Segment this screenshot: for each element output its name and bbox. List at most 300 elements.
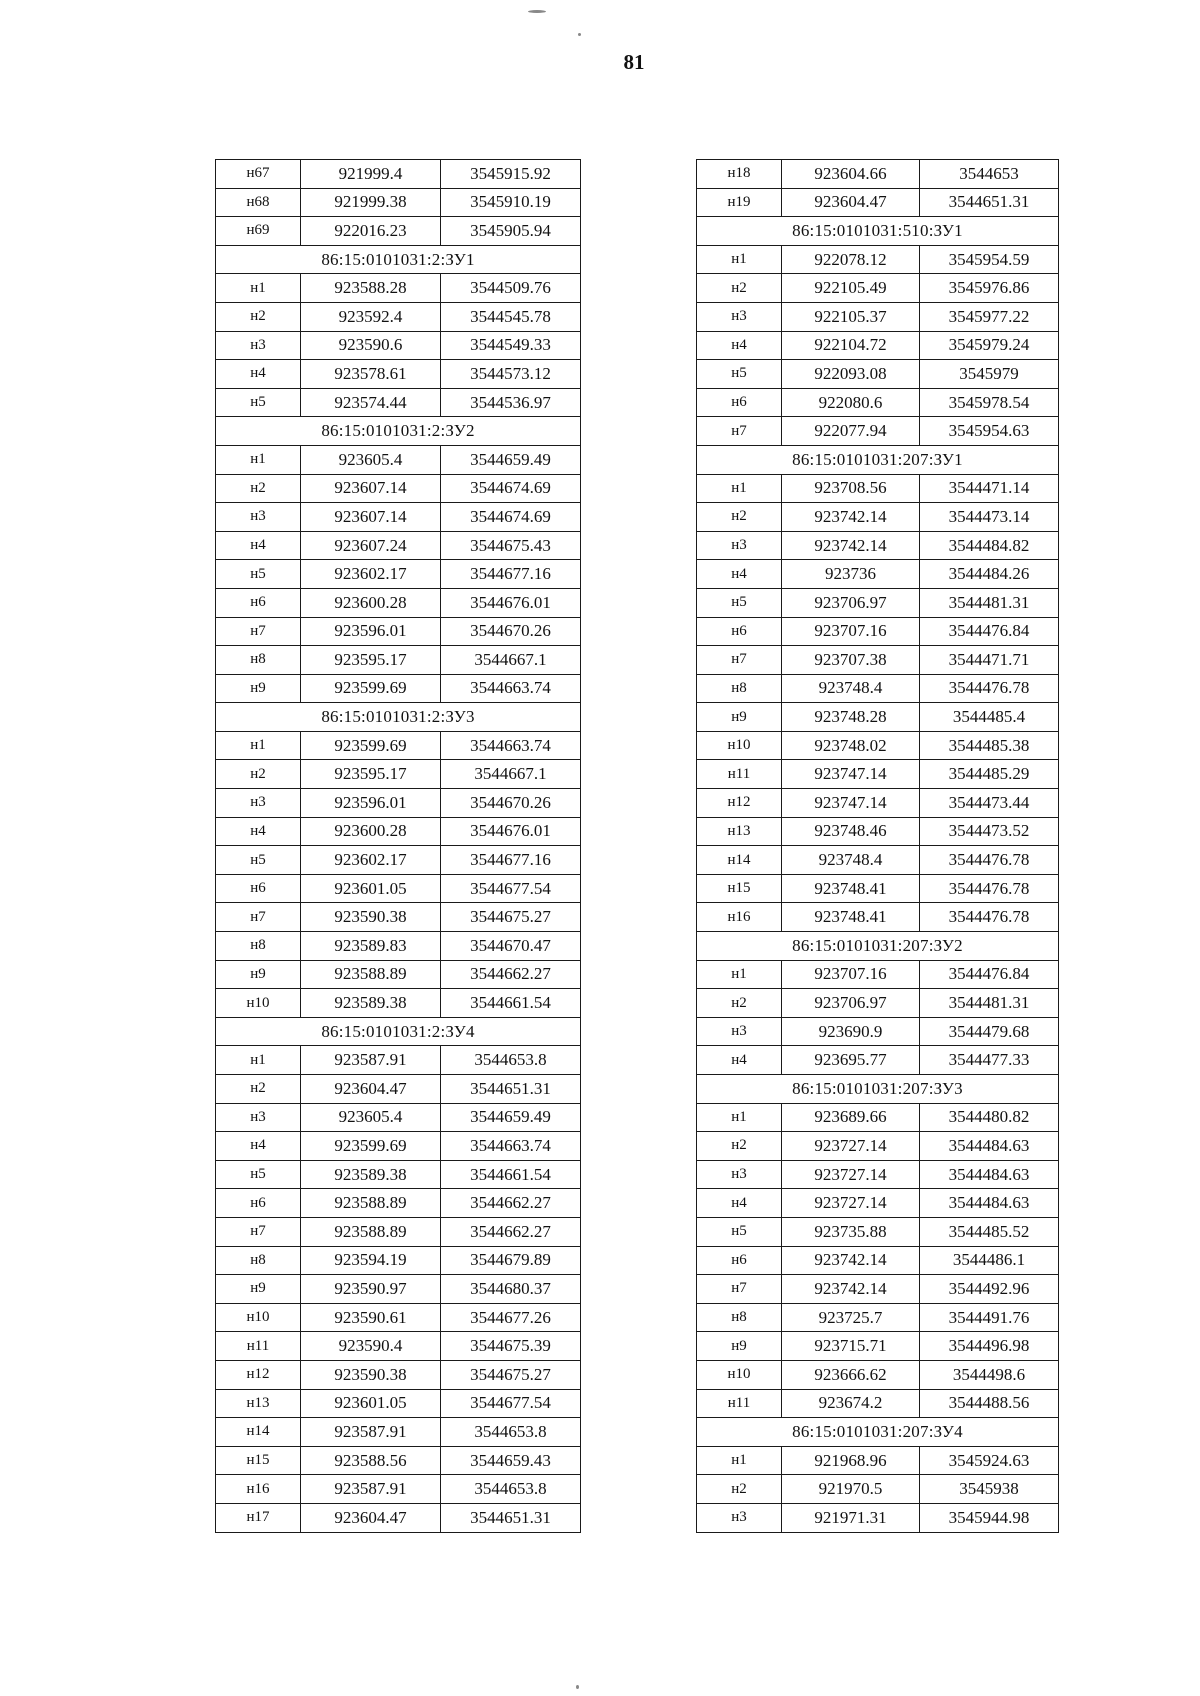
point-label-cell: н12 [697, 789, 782, 818]
y-coordinate-cell: 3544484.26 [920, 560, 1059, 589]
point-label-cell: н16 [216, 1475, 301, 1504]
y-coordinate-cell: 3544481.31 [920, 588, 1059, 617]
table-row [697, 160, 1059, 189]
x-coordinate-cell: 923594.19 [301, 1246, 441, 1275]
x-coordinate-cell: 923589.83 [301, 932, 441, 961]
table-row [216, 445, 581, 474]
point-label-cell: н11 [697, 760, 782, 789]
table-row [216, 1360, 581, 1389]
table-row [697, 1103, 1059, 1132]
y-coordinate-cell: 3545938 [920, 1475, 1059, 1504]
table-row [697, 274, 1059, 303]
y-coordinate-cell: 3545979 [920, 360, 1059, 389]
table-row [216, 1275, 581, 1304]
table-row [697, 817, 1059, 846]
table-row [697, 674, 1059, 703]
x-coordinate-cell: 923706.97 [782, 588, 920, 617]
x-coordinate-cell: 923590.38 [301, 903, 441, 932]
table-row [216, 903, 581, 932]
y-coordinate-cell: 3544484.82 [920, 531, 1059, 560]
x-coordinate-cell: 922105.37 [782, 302, 920, 331]
x-coordinate-cell: 923607.14 [301, 474, 441, 503]
x-coordinate-cell: 923595.17 [301, 760, 441, 789]
point-label-cell: н7 [216, 903, 301, 932]
x-coordinate-cell: 923595.17 [301, 646, 441, 675]
table-row [216, 1418, 581, 1447]
point-label-cell: н7 [697, 417, 782, 446]
x-coordinate-cell: 923604.66 [782, 160, 920, 189]
table-row [697, 1160, 1059, 1189]
table-row [216, 1303, 581, 1332]
section-header-row [216, 245, 581, 274]
y-coordinate-cell: 3544653.8 [441, 1418, 581, 1447]
point-label-cell: н9 [697, 1332, 782, 1361]
point-label-cell: н2 [697, 989, 782, 1018]
table-row [697, 760, 1059, 789]
point-label-cell: н1 [216, 274, 301, 303]
y-coordinate-cell: 3544662.27 [441, 960, 581, 989]
x-coordinate-cell: 922078.12 [782, 245, 920, 274]
table-row [216, 760, 581, 789]
point-label-cell: н18 [697, 160, 782, 189]
table-row [697, 1246, 1059, 1275]
table-row [697, 617, 1059, 646]
table-row [697, 331, 1059, 360]
point-label-cell: н6 [216, 1189, 301, 1218]
y-coordinate-cell: 3544545.78 [441, 302, 581, 331]
x-coordinate-cell: 923604.47 [301, 1503, 441, 1532]
table-row [697, 846, 1059, 875]
point-label-cell: н7 [697, 646, 782, 675]
y-coordinate-cell: 3544484.63 [920, 1160, 1059, 1189]
y-coordinate-cell: 3544663.74 [441, 731, 581, 760]
table-row [216, 331, 581, 360]
x-coordinate-cell: 923707.16 [782, 960, 920, 989]
y-coordinate-cell: 3544653 [920, 160, 1059, 189]
x-coordinate-cell: 923589.38 [301, 1160, 441, 1189]
y-coordinate-cell: 3544677.26 [441, 1303, 581, 1332]
x-coordinate-cell: 923596.01 [301, 617, 441, 646]
y-coordinate-cell: 3544653.8 [441, 1475, 581, 1504]
point-label-cell: н2 [697, 503, 782, 532]
y-coordinate-cell: 3544670.26 [441, 789, 581, 818]
point-label-cell: н9 [697, 703, 782, 732]
table-row [697, 1189, 1059, 1218]
table-row [697, 1503, 1059, 1532]
x-coordinate-cell: 923587.91 [301, 1475, 441, 1504]
y-coordinate-cell: 3544485.4 [920, 703, 1059, 732]
table-row [216, 160, 581, 189]
y-coordinate-cell: 3544662.27 [441, 1217, 581, 1246]
point-label-cell: н3 [216, 331, 301, 360]
x-coordinate-cell: 923599.69 [301, 1132, 441, 1161]
x-coordinate-cell: 923588.56 [301, 1446, 441, 1475]
y-coordinate-cell: 3545978.54 [920, 388, 1059, 417]
x-coordinate-cell: 923590.97 [301, 1275, 441, 1304]
y-coordinate-cell: 3544477.33 [920, 1046, 1059, 1075]
x-coordinate-cell: 923588.89 [301, 960, 441, 989]
y-coordinate-cell: 3545915.92 [441, 160, 581, 189]
table-row [216, 1103, 581, 1132]
table-row [216, 302, 581, 331]
x-coordinate-cell: 923727.14 [782, 1160, 920, 1189]
table-row [216, 874, 581, 903]
table-row [697, 1046, 1059, 1075]
table-row [216, 217, 581, 246]
table-row [216, 1389, 581, 1418]
cadastral-number: 86:15:0101031:2:ЗУ2 [216, 417, 581, 446]
table-row [216, 1160, 581, 1189]
table-row [216, 1446, 581, 1475]
table-row [216, 960, 581, 989]
point-label-cell: н1 [697, 1103, 782, 1132]
y-coordinate-cell: 3545976.86 [920, 274, 1059, 303]
y-coordinate-cell: 3544476.78 [920, 903, 1059, 932]
y-coordinate-cell: 3544659.43 [441, 1446, 581, 1475]
point-label-cell: н15 [697, 874, 782, 903]
table-row [697, 989, 1059, 1018]
table-row [216, 932, 581, 961]
point-label-cell: н13 [216, 1389, 301, 1418]
point-label-cell: н11 [216, 1332, 301, 1361]
scan-speck [578, 33, 581, 36]
point-label-cell: н1 [216, 1046, 301, 1075]
y-coordinate-cell: 3545944.98 [920, 1503, 1059, 1532]
point-label-cell: н7 [216, 617, 301, 646]
table-row [697, 960, 1059, 989]
table-row [697, 388, 1059, 417]
point-label-cell: н2 [216, 474, 301, 503]
x-coordinate-cell: 923748.28 [782, 703, 920, 732]
table-row [697, 1275, 1059, 1304]
cadastral-number: 86:15:0101031:2:ЗУ3 [216, 703, 581, 732]
table-row [697, 188, 1059, 217]
x-coordinate-cell: 922080.6 [782, 388, 920, 417]
y-coordinate-cell: 3544677.54 [441, 1389, 581, 1418]
point-label-cell: н1 [697, 960, 782, 989]
x-coordinate-cell: 923589.38 [301, 989, 441, 1018]
point-label-cell: н2 [697, 1475, 782, 1504]
point-label-cell: н4 [216, 360, 301, 389]
table-row [216, 360, 581, 389]
x-coordinate-cell: 923748.4 [782, 674, 920, 703]
table-row [697, 503, 1059, 532]
table-row [216, 1046, 581, 1075]
y-coordinate-cell: 3544496.98 [920, 1332, 1059, 1361]
table-row [216, 388, 581, 417]
y-coordinate-cell: 3545954.63 [920, 417, 1059, 446]
x-coordinate-cell: 923600.28 [301, 588, 441, 617]
point-label-cell: н11 [697, 1389, 782, 1418]
table-row [216, 731, 581, 760]
point-label-cell: н5 [216, 1160, 301, 1189]
table-row [216, 646, 581, 675]
y-coordinate-cell: 3545977.22 [920, 302, 1059, 331]
y-coordinate-cell: 3544509.76 [441, 274, 581, 303]
table-row [697, 789, 1059, 818]
x-coordinate-cell: 923590.6 [301, 331, 441, 360]
y-coordinate-cell: 3544549.33 [441, 331, 581, 360]
point-label-cell: н2 [216, 302, 301, 331]
y-coordinate-cell: 3544485.29 [920, 760, 1059, 789]
y-coordinate-cell: 3544653.8 [441, 1046, 581, 1075]
x-coordinate-cell: 921968.96 [782, 1446, 920, 1475]
point-label-cell: н4 [216, 531, 301, 560]
x-coordinate-cell: 923727.14 [782, 1189, 920, 1218]
point-label-cell: н14 [697, 846, 782, 875]
y-coordinate-cell: 3544676.01 [441, 588, 581, 617]
table-row [216, 817, 581, 846]
x-coordinate-cell: 923599.69 [301, 731, 441, 760]
table-row [216, 617, 581, 646]
y-coordinate-cell: 3544492.96 [920, 1275, 1059, 1304]
point-label-cell: н67 [216, 160, 301, 189]
point-label-cell: н12 [216, 1360, 301, 1389]
table-row [216, 474, 581, 503]
point-label-cell: н10 [697, 731, 782, 760]
y-coordinate-cell: 3544485.52 [920, 1217, 1059, 1246]
y-coordinate-cell: 3544677.54 [441, 874, 581, 903]
point-label-cell: н19 [697, 188, 782, 217]
point-label-cell: н8 [697, 1303, 782, 1332]
point-label-cell: н16 [697, 903, 782, 932]
x-coordinate-cell: 923708.56 [782, 474, 920, 503]
x-coordinate-cell: 923601.05 [301, 874, 441, 903]
y-coordinate-cell: 3544473.14 [920, 503, 1059, 532]
table-row [697, 703, 1059, 732]
point-label-cell: н4 [697, 1046, 782, 1075]
table-row [697, 531, 1059, 560]
y-coordinate-cell: 3544667.1 [441, 760, 581, 789]
x-coordinate-cell: 923707.38 [782, 646, 920, 675]
y-coordinate-cell: 3545910.19 [441, 188, 581, 217]
y-coordinate-cell: 3544480.82 [920, 1103, 1059, 1132]
point-label-cell: н10 [216, 1303, 301, 1332]
point-label-cell: н2 [216, 1075, 301, 1104]
section-header-row [697, 217, 1059, 246]
y-coordinate-cell: 3544670.26 [441, 617, 581, 646]
x-coordinate-cell: 923742.14 [782, 1246, 920, 1275]
y-coordinate-cell: 3544471.14 [920, 474, 1059, 503]
x-coordinate-cell: 923707.16 [782, 617, 920, 646]
table-row [697, 245, 1059, 274]
cadastral-number: 86:15:0101031:207:ЗУ3 [697, 1075, 1059, 1104]
x-coordinate-cell: 923666.62 [782, 1360, 920, 1389]
table-row [216, 1475, 581, 1504]
y-coordinate-cell: 3544476.84 [920, 617, 1059, 646]
point-label-cell: н9 [216, 1275, 301, 1304]
x-coordinate-cell: 922104.72 [782, 331, 920, 360]
x-coordinate-cell: 923587.91 [301, 1046, 441, 1075]
x-coordinate-cell: 923602.17 [301, 846, 441, 875]
point-label-cell: н4 [697, 1189, 782, 1218]
point-label-cell: н3 [697, 1160, 782, 1189]
y-coordinate-cell: 3544661.54 [441, 989, 581, 1018]
x-coordinate-cell: 923604.47 [782, 188, 920, 217]
point-label-cell: н13 [697, 817, 782, 846]
x-coordinate-cell: 923748.4 [782, 846, 920, 875]
x-coordinate-cell: 923574.44 [301, 388, 441, 417]
y-coordinate-cell: 3544663.74 [441, 674, 581, 703]
point-label-cell: н1 [697, 1446, 782, 1475]
scan-speck [576, 1685, 579, 1689]
x-coordinate-cell: 923600.28 [301, 817, 441, 846]
x-coordinate-cell: 921999.38 [301, 188, 441, 217]
y-coordinate-cell: 3544675.27 [441, 1360, 581, 1389]
scan-speck [528, 10, 546, 13]
x-coordinate-cell: 922093.08 [782, 360, 920, 389]
table-row [216, 1332, 581, 1361]
y-coordinate-cell: 3544676.01 [441, 817, 581, 846]
point-label-cell: н4 [697, 560, 782, 589]
y-coordinate-cell: 3544473.44 [920, 789, 1059, 818]
table-row [216, 989, 581, 1018]
cadastral-number: 86:15:0101031:207:ЗУ2 [697, 932, 1059, 961]
point-label-cell: н4 [216, 817, 301, 846]
page-number: 81 [623, 50, 645, 74]
section-header-row [697, 1418, 1059, 1447]
x-coordinate-cell: 923590.61 [301, 1303, 441, 1332]
point-label-cell: н6 [697, 388, 782, 417]
point-label-cell: н69 [216, 217, 301, 246]
table-row [697, 474, 1059, 503]
x-coordinate-cell: 923748.41 [782, 874, 920, 903]
table-row [697, 1475, 1059, 1504]
x-coordinate-cell: 922077.94 [782, 417, 920, 446]
x-coordinate-cell: 923735.88 [782, 1217, 920, 1246]
y-coordinate-cell: 3544476.84 [920, 960, 1059, 989]
section-header-row [697, 932, 1059, 961]
table-row [216, 1217, 581, 1246]
point-label-cell: н68 [216, 188, 301, 217]
y-coordinate-cell: 3544659.49 [441, 445, 581, 474]
x-coordinate-cell: 923604.47 [301, 1075, 441, 1104]
x-coordinate-cell: 923599.69 [301, 674, 441, 703]
table-row [216, 1132, 581, 1161]
table-row [216, 1189, 581, 1218]
y-coordinate-cell: 3544488.56 [920, 1389, 1059, 1418]
x-coordinate-cell: 923748.46 [782, 817, 920, 846]
x-coordinate-cell: 923596.01 [301, 789, 441, 818]
x-coordinate-cell: 923605.4 [301, 1103, 441, 1132]
table-row [697, 1360, 1059, 1389]
table-row [697, 1132, 1059, 1161]
point-label-cell: н5 [216, 388, 301, 417]
point-label-cell: н5 [216, 560, 301, 589]
cadastral-number: 86:15:0101031:2:ЗУ4 [216, 1017, 581, 1046]
point-label-cell: н8 [216, 1246, 301, 1275]
y-coordinate-cell: 3544667.1 [441, 646, 581, 675]
point-label-cell: н1 [216, 731, 301, 760]
point-label-cell: н5 [697, 1217, 782, 1246]
point-label-cell: н5 [216, 846, 301, 875]
table-row [697, 560, 1059, 589]
table-row [697, 302, 1059, 331]
point-label-cell: н3 [697, 531, 782, 560]
point-label-cell: н3 [697, 1017, 782, 1046]
point-label-cell: н4 [216, 1132, 301, 1161]
point-label-cell: н6 [697, 617, 782, 646]
y-coordinate-cell: 3544679.89 [441, 1246, 581, 1275]
point-label-cell: н6 [216, 588, 301, 617]
point-label-cell: н3 [216, 1103, 301, 1132]
point-label-cell: н17 [216, 1503, 301, 1532]
point-label-cell: н8 [216, 646, 301, 675]
table-row [697, 646, 1059, 675]
y-coordinate-cell: 3544663.74 [441, 1132, 581, 1161]
y-coordinate-cell: 3544677.16 [441, 846, 581, 875]
point-label-cell: н2 [216, 760, 301, 789]
x-coordinate-cell: 921970.5 [782, 1475, 920, 1504]
x-coordinate-cell: 923689.66 [782, 1103, 920, 1132]
point-label-cell: н3 [216, 789, 301, 818]
y-coordinate-cell: 3544485.38 [920, 731, 1059, 760]
point-label-cell: н7 [697, 1275, 782, 1304]
y-coordinate-cell: 3544481.31 [920, 989, 1059, 1018]
section-header-row [216, 1017, 581, 1046]
x-coordinate-cell: 923742.14 [782, 531, 920, 560]
point-label-cell: н4 [697, 331, 782, 360]
x-coordinate-cell: 922105.49 [782, 274, 920, 303]
x-coordinate-cell: 923742.14 [782, 1275, 920, 1304]
table-row [697, 1389, 1059, 1418]
y-coordinate-cell: 3545979.24 [920, 331, 1059, 360]
table-row [697, 1446, 1059, 1475]
x-coordinate-cell: 923588.89 [301, 1217, 441, 1246]
point-label-cell: н2 [697, 274, 782, 303]
x-coordinate-cell: 923706.97 [782, 989, 920, 1018]
x-coordinate-cell: 923747.14 [782, 789, 920, 818]
table-row [216, 1246, 581, 1275]
y-coordinate-cell: 3544674.69 [441, 503, 581, 532]
x-coordinate-cell: 923690.9 [782, 1017, 920, 1046]
x-coordinate-cell: 923747.14 [782, 760, 920, 789]
point-label-cell: н10 [697, 1360, 782, 1389]
y-coordinate-cell: 3544651.31 [441, 1075, 581, 1104]
table-row [697, 1332, 1059, 1361]
table-row [216, 1075, 581, 1104]
y-coordinate-cell: 3544661.54 [441, 1160, 581, 1189]
y-coordinate-cell: 3544476.78 [920, 674, 1059, 703]
table-row [697, 903, 1059, 932]
y-coordinate-cell: 3544491.76 [920, 1303, 1059, 1332]
y-coordinate-cell: 3544498.6 [920, 1360, 1059, 1389]
x-coordinate-cell: 923727.14 [782, 1132, 920, 1161]
y-coordinate-cell: 3544675.27 [441, 903, 581, 932]
x-coordinate-cell: 923587.91 [301, 1418, 441, 1447]
y-coordinate-cell: 3544670.47 [441, 932, 581, 961]
point-label-cell: н3 [697, 1503, 782, 1532]
table-row [697, 360, 1059, 389]
table-row [697, 1303, 1059, 1332]
point-label-cell: н9 [216, 674, 301, 703]
y-coordinate-cell: 3544486.1 [920, 1246, 1059, 1275]
point-label-cell: н14 [216, 1418, 301, 1447]
point-label-cell: н8 [216, 932, 301, 961]
y-coordinate-cell: 3544484.63 [920, 1132, 1059, 1161]
x-coordinate-cell: 923588.89 [301, 1189, 441, 1218]
y-coordinate-cell: 3544662.27 [441, 1189, 581, 1218]
y-coordinate-cell: 3544476.78 [920, 874, 1059, 903]
table-row [697, 1217, 1059, 1246]
x-coordinate-cell: 921999.4 [301, 160, 441, 189]
x-coordinate-cell: 923748.02 [782, 731, 920, 760]
point-label-cell: н5 [697, 360, 782, 389]
x-coordinate-cell: 923742.14 [782, 503, 920, 532]
table-row [216, 674, 581, 703]
x-coordinate-cell: 921971.31 [782, 1503, 920, 1532]
point-label-cell: н1 [216, 445, 301, 474]
